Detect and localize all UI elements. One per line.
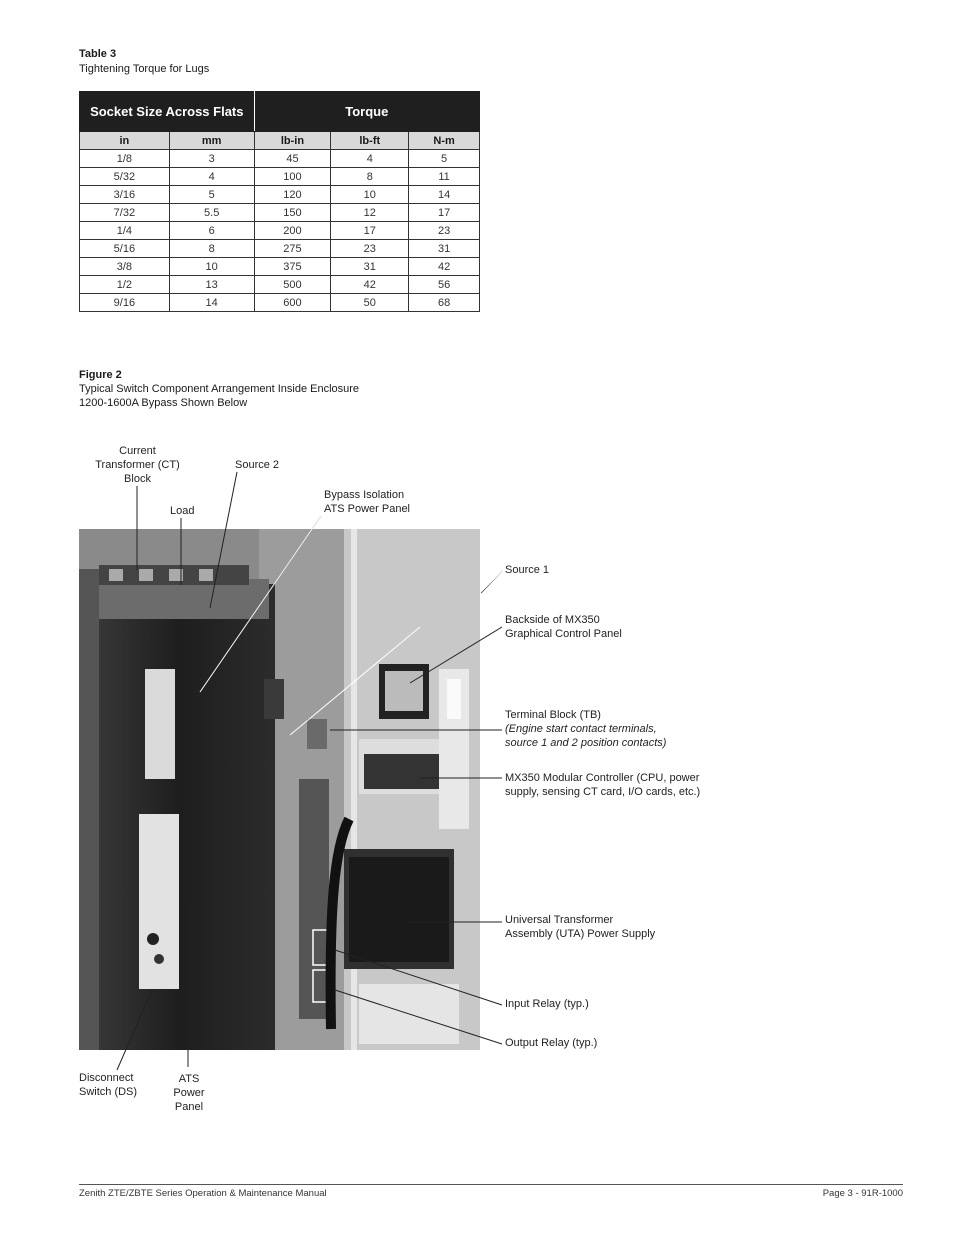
table-cell: 45 bbox=[254, 150, 331, 168]
table-cell: 4 bbox=[169, 168, 254, 186]
label-tb-line-2: (Engine start contact terminals, bbox=[505, 723, 657, 735]
label-mx350-controller bbox=[505, 771, 700, 799]
label-tb-line-3: source 1 and 2 position contacts) bbox=[505, 737, 667, 749]
table-cell: 17 bbox=[331, 222, 409, 240]
table-column-header-row bbox=[80, 132, 480, 150]
table-cell: 56 bbox=[409, 276, 480, 294]
table-cell: 1/2 bbox=[80, 276, 170, 294]
label-tb-line-1: Terminal Block (TB) bbox=[505, 709, 601, 721]
table-cell: 42 bbox=[409, 258, 480, 276]
table-cell: 8 bbox=[331, 168, 409, 186]
footer-page-number: Page 3 - 91R-1000 bbox=[822, 1188, 903, 1199]
label-input-relay: Input Relay (typ.) bbox=[505, 998, 589, 1010]
label-mx350-mod-line-1: MX350 Modular Controller (CPU, power bbox=[505, 772, 700, 784]
enclosure-photo bbox=[79, 529, 480, 1050]
table-cell: 375 bbox=[254, 258, 331, 276]
table-cell: 31 bbox=[409, 240, 480, 258]
footer-manual-title: Zenith ZTE/ZBTE Series Operation & Maintenance Manual bbox=[79, 1188, 327, 1199]
table-cell: 11 bbox=[409, 168, 480, 186]
column-header-lb-ft: lb-ft bbox=[331, 132, 409, 150]
table-cell: 4 bbox=[331, 150, 409, 168]
table-cell: 50 bbox=[331, 294, 409, 312]
label-ats-line-2: Power bbox=[173, 1087, 205, 1099]
label-ct-line-3: Block bbox=[124, 473, 151, 485]
table-row bbox=[80, 294, 480, 312]
table-cell: 23 bbox=[331, 240, 409, 258]
figure-subtitle-2: 1200-1600A Bypass Shown Below bbox=[79, 397, 248, 409]
figure-subtitle-1: Typical Switch Component Arrangement Inside Enclosure bbox=[79, 383, 360, 395]
table-row bbox=[80, 240, 480, 258]
label-source-1: Source 1 bbox=[505, 564, 550, 576]
label-ats-power-panel bbox=[164, 1072, 214, 1114]
label-disconnect-switch bbox=[79, 1071, 137, 1099]
label-uta-line-1: Universal Transformer bbox=[505, 914, 614, 926]
table-row bbox=[80, 150, 480, 168]
table-cell: 7/32 bbox=[80, 204, 170, 222]
table-cell: 275 bbox=[254, 240, 331, 258]
table-subtitle: Tightening Torque for Lugs bbox=[79, 63, 210, 75]
figure-title: Figure 2 bbox=[79, 369, 122, 381]
table-cell: 1/4 bbox=[80, 222, 170, 240]
label-ds-line-2: Switch (DS) bbox=[79, 1086, 138, 1098]
table-cell: 5 bbox=[169, 186, 254, 204]
label-mx350-backside bbox=[505, 613, 622, 641]
label-source-2: Source 2 bbox=[235, 459, 280, 471]
table-cell: 150 bbox=[254, 204, 331, 222]
table-cell: 68 bbox=[409, 294, 480, 312]
table-cell: 3/16 bbox=[80, 186, 170, 204]
table-cell: 5/32 bbox=[80, 168, 170, 186]
enclosure-photo-illustration bbox=[79, 529, 480, 1050]
table-cell: 12 bbox=[331, 204, 409, 222]
table-cell: 10 bbox=[169, 258, 254, 276]
label-mx350-back-line-1: Backside of MX350 bbox=[505, 614, 600, 626]
label-uta-line-2: Assembly (UTA) Power Supply bbox=[505, 928, 656, 940]
table-cell: 42 bbox=[331, 276, 409, 294]
table-cell: 23 bbox=[409, 222, 480, 240]
table-cell: 9/16 bbox=[80, 294, 170, 312]
label-mx350-mod-line-2: supply, sensing CT card, I/O cards, etc.) bbox=[505, 786, 701, 798]
table-cell: 3/8 bbox=[80, 258, 170, 276]
table-cell: 5 bbox=[409, 150, 480, 168]
label-bypass-line-1: Bypass Isolation bbox=[324, 489, 405, 501]
table-cell: 14 bbox=[169, 294, 254, 312]
table-row bbox=[80, 168, 480, 186]
table-cell: 5/16 bbox=[80, 240, 170, 258]
table-title: Table 3 bbox=[79, 48, 117, 60]
table-cell: 6 bbox=[169, 222, 254, 240]
column-header-mm: mm bbox=[169, 132, 254, 150]
footer-divider bbox=[79, 1184, 903, 1185]
table-row bbox=[80, 222, 480, 240]
table-cell: 10 bbox=[331, 186, 409, 204]
table-group-header-row bbox=[80, 92, 480, 132]
label-bypass-isolation bbox=[324, 488, 410, 516]
table-cell: 600 bbox=[254, 294, 331, 312]
column-header-n-m: N-m bbox=[409, 132, 480, 150]
table-cell: 13 bbox=[169, 276, 254, 294]
label-uta-power-supply bbox=[505, 913, 655, 941]
table-cell: 17 bbox=[409, 204, 480, 222]
label-ct-line-2: Transformer (CT) bbox=[95, 459, 180, 471]
label-output-relay: Output Relay (typ.) bbox=[505, 1037, 598, 1049]
label-ct-line-1: Current bbox=[119, 445, 156, 457]
table-row bbox=[80, 204, 480, 222]
table-cell: 500 bbox=[254, 276, 331, 294]
label-ds-line-1: Disconnect bbox=[79, 1072, 134, 1084]
table-row bbox=[80, 186, 480, 204]
label-mx350-back-line-2: Graphical Control Panel bbox=[505, 628, 622, 640]
table-cell: 200 bbox=[254, 222, 331, 240]
table-cell: 1/8 bbox=[80, 150, 170, 168]
label-ats-line-1: ATS bbox=[178, 1073, 200, 1085]
table-cell: 3 bbox=[169, 150, 254, 168]
table-cell: 14 bbox=[409, 186, 480, 204]
label-bypass-line-2: ATS Power Panel bbox=[324, 503, 411, 515]
torque-table bbox=[79, 91, 480, 312]
label-load: Load bbox=[170, 505, 195, 517]
column-header-lb-in: lb-in bbox=[254, 132, 331, 150]
table-cell: 5.5 bbox=[169, 204, 254, 222]
table-cell: 8 bbox=[169, 240, 254, 258]
table-cell: 120 bbox=[254, 186, 331, 204]
table-cell: 31 bbox=[331, 258, 409, 276]
group-header-torque: Torque bbox=[254, 92, 479, 132]
table-row bbox=[80, 258, 480, 276]
label-ct-block bbox=[85, 444, 190, 486]
group-header-socket-size: Socket Size Across Flats bbox=[80, 92, 255, 132]
table-cell: 100 bbox=[254, 168, 331, 186]
label-ats-line-3: Panel bbox=[174, 1101, 204, 1113]
column-header-in: in bbox=[80, 132, 170, 150]
label-terminal-block bbox=[505, 708, 666, 750]
table-row bbox=[80, 276, 480, 294]
